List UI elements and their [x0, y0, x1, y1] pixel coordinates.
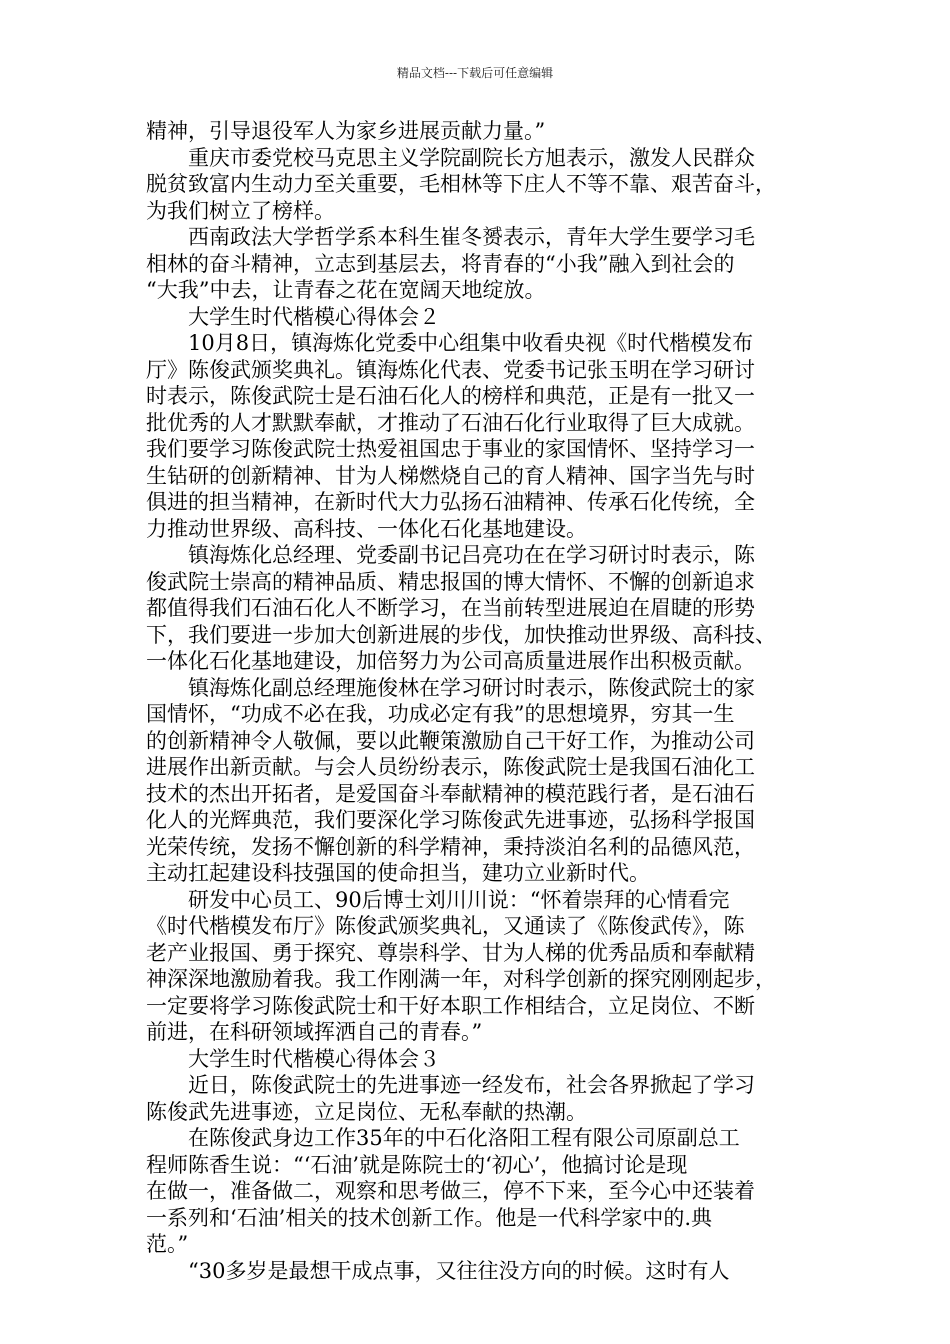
text-line: 陈俊武先进事迹，立足岗位、无私奉献的热潮。 [146, 1099, 587, 1124]
text-line: 大学生时代楷模心得体会３ [146, 1046, 440, 1071]
text-line: 主动扛起建设科技强国的使命担当，建功立业新时代。 [146, 861, 650, 885]
text-line: 光荣传统，发扬不懈创新的科学精神，秉持淡泊名利的品德风范， [146, 834, 755, 859]
text-line: 的创新精神令人敬佩，要以此鞭策激励自己干好工作，为推动公司 [146, 728, 755, 753]
text-line: 《时代楷模发布厅》陈俊武颁奖典礼，又通读了《陈俊武传》，陈 [146, 914, 745, 938]
text-line: 技术的杰出开拓者，是爱国奋斗奉献精神的模范践行者，是石油石 [146, 781, 755, 806]
text-line: 下，我们要进一步加大创新进展的步伐，加快推动世界级、高科技、 [146, 622, 776, 647]
text-line: 批优秀的人才默默奉献，才推动了石油石化行业取得了巨大成就。 [146, 410, 755, 435]
text-line: 老产业报国、勇于探究、尊崇科学、甘为人梯的优秀品质和奉献精 [146, 940, 755, 965]
text-line: 神深深地激励着我。我工作刚满一年，对科学创新的探究刚刚起步， [146, 967, 776, 991]
text-line: 国情怀，“功成不必在我，功成必定有我”的思想境界，穷其一生 [146, 702, 735, 726]
text-line: 为我们树立了榜样。 [146, 198, 335, 223]
document-body [146, 118, 814, 1284]
text-line: 镇海炼化总经理、党委副书记吕亮功在在学习研讨时表示，陈 [146, 543, 755, 567]
text-line: 厅》陈俊武颁奖典礼。镇海炼化代表、党委书记张玉明在学习研讨 [146, 357, 755, 382]
text-line: 俊武院士崇高的精神品质、精忠报国的博大情怀、不懈的创新追求 [146, 569, 755, 594]
text-line: 一系列和‘石油’相关的技术创新工作。他是一代科学家中的.典 [146, 1205, 713, 1230]
text-line: 我们要学习陈俊武院士热爱祖国忠于事业的家国情怀、坚持学习一 [146, 437, 755, 461]
text-line: 大学生时代楷模心得体会２ [146, 304, 440, 329]
text-line: 时表示，陈俊武院士是石油石化人的榜样和典范，正是有一批又一 [146, 384, 755, 408]
text-line: 化人的光辉典范，我们要深化学习陈俊武先进事迹，弘扬科学报国 [146, 808, 755, 832]
text-line: 生钻研的创新精神、甘为人梯燃烧自己的育人精神、国字当先与时 [146, 463, 755, 488]
text-line: 重庆市委党校马克思主义学院副院长方旭表示，激发人民群众 [146, 145, 755, 170]
text-line: 精神，引导退役军人为家乡进展贡献力量。” [146, 119, 546, 143]
text-line: 一体化石化基地建设，加倍努力为公司高质量进展作出积极贡献。 [146, 649, 755, 673]
text-line: 相林的奋斗精神，立志到基层去，将青春的“小我”融入到社会的 [146, 251, 735, 276]
text-line: 范。” [146, 1232, 189, 1256]
text-line: 近日，陈俊武院士的先进事迹一经发布，社会各界掀起了学习 [146, 1073, 755, 1097]
text-line: 研发中心员工、90后博士刘川川说：“怀着崇拜的心情看完 [146, 887, 730, 912]
text-line: “30多岁是最想干成点事，又往往没方向的时候。这时有人 [146, 1258, 730, 1283]
text-line: 在陈俊武身边工作35年的中石化洛阳工程有限公司原副总工 [146, 1126, 740, 1150]
text-line: 俱进的担当精神，在新时代大力弘扬石油精神、传承石化传统，全 [146, 490, 755, 514]
text-line: 镇海炼化副总经理施俊林在学习研讨时表示，陈俊武院士的家 [146, 675, 755, 700]
text-line: 西南政法大学哲学系本科生崔冬赟表示，青年大学生要学习毛 [146, 225, 755, 249]
text-line: 进展作出新贡献。与会人员纷纷表示，陈俊武院士是我国石油化工 [146, 755, 755, 779]
text-line: 10月8日，镇海炼化党委中心组集中收看央视《时代楷模发布 [146, 331, 754, 355]
text-line: “大我”中去，让青春之花在宽阔天地绽放。 [146, 278, 546, 302]
text-line: 力推动世界级、高科技、一体化石化基地建设。 [146, 516, 587, 541]
text-line: 在做一，准备做二，观察和思考做三，停不下来，至今心中还装着 [146, 1179, 755, 1203]
text-line: 一定要将学习陈俊武院士和干好本职工作相结合，立足岗位、不断 [146, 993, 755, 1018]
text-line: 都值得我们石油石化人不断学习，在当前转型进展迫在眉睫的形势 [146, 596, 755, 620]
text-line: 程师陈香生说：“‘石油’就是陈院士的‘初心’，他搞讨论是现 [146, 1152, 688, 1177]
text-line: 脱贫致富内生动力至关重要，毛相林等下庄人不等不靠、艰苦奋斗， [146, 172, 776, 196]
text-line: 前进，在科研领域挥洒自己的青春。” [146, 1020, 483, 1044]
page-header: 精品文档---下载后可任意编辑 [396, 66, 554, 80]
